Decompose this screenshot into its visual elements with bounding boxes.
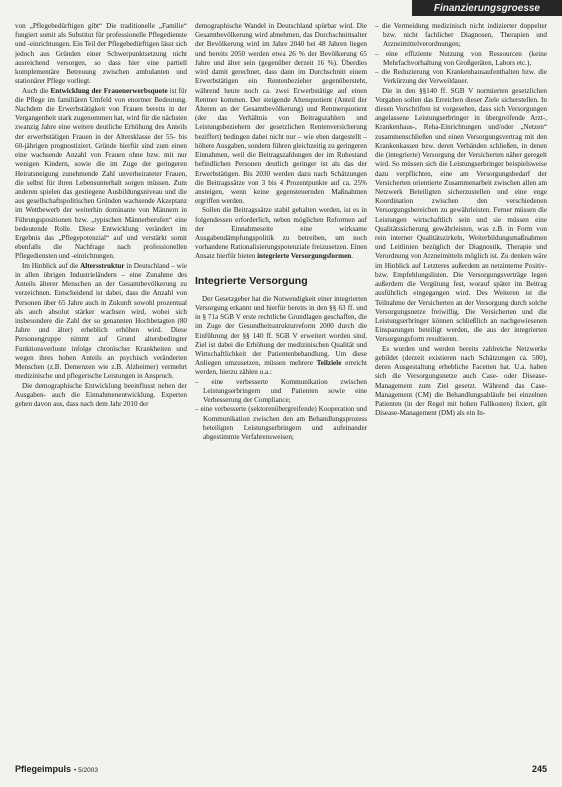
text-run: Der Gesetzgeber hat die Notwendigkeit einer integrierten Versorgung erkannt und hierfür bereits in den §§ 63 ff. und in § 71a SGB V erste rechtliche Grundlagen geschaffen, die im Zuge der Gesundheitsstrukturreform 2000 durch die Einführung der §§ 140 ff. SGB V erweitert worden sind. Ziel ist dabei die Erhöhung der medizinischen Qualität und Wirtschaftlichkeit der Patientenbehandlung. Um diese Anliegen umzusetzen, müssen mehrere: [195, 294, 367, 368]
list-item: – eine verbesserte (sektorenübergreifende) Kooperation und Kommunikation zwischen den am Behandlungsprozess beteiligten Leistungserbringern und aufeinander abgestimmte Verfahrensweisen;: [195, 405, 367, 442]
page-header: [0, 0, 562, 18]
footer-magazine: [15, 764, 98, 774]
list-item: – die Reduzierung von Krankenhausaufenthalten bzw. die Verkürzung der Verweildauer.: [375, 68, 547, 86]
bold-term: Altersstruktur: [80, 261, 125, 270]
bold-term: Entwicklung der Frauenerwerbsquote: [50, 86, 168, 95]
magazine-name: Pflegeimpuls: [15, 764, 72, 774]
section-title: Finanzierungsgroesse: [433, 2, 540, 14]
text-run: Auch die: [22, 86, 51, 95]
list-item: – eine effiziente Nutzung von Ressourcen (keine Mehrfachvorhaltung von Großgeräten, Labors etc.),: [375, 50, 547, 68]
page-number: 245: [531, 764, 547, 774]
text-run: in Deutschland – wie in allen übrigen Industrieländern – eine Zunahme des Anteils älterer Menschen an der Gesamtbevölkerung zu verzeichnen. Entscheidend ist dabei, dass die Anzahl von Personen über 65 Jahre auch in Zukunft sowohl prozentual als auch absolut stärker wachsen wird, wobei sich insbesondere die Zahl der so genannten Hochbetagten (80 Jahre und älter) erheblich erhöhen wird. Diese Personengruppe nimmt auf Grund altersbedingter Funktionsverluste infolge chronischer Krankheiten und wegen ihres hohen Anteils an psychisch veränderten Menschen (z.B. Demenzen wie z.B. Alzheimer) vermehrt medizinische und pflegerische Leistungen in Anspruch.: [15, 261, 187, 381]
paragraph: demographische Wandel in Deutschland spürbar wird. Die Gesamtbevölkerung wird abnehmen, das Durchschnittsalter der Bevölkerung wird im Jahre 2040 bei 48 Jahren liegen und bereits 2050 werden etwa 26 % der Bevölkerung 65 Jahre und älter sein (gegenüber derzeit 16 %). Überdies wird damit gerechnet, dass dann im Durchschnitt einem Erwerbstätigen ein Rentenbezieher gegenübersteht, während heute noch ca. zwei Erwerbstätige auf einen Rentner kommen. Der steigende Altenquotient (Anteil der Älteren an der Gesamtbevölkerung) und Rentnerquotient (der das Verhältnis von Beitragszahlern und Leistungsbeziehern der gesetzlichen Rentenversicherung beziffert) bedingen dabei nicht nur – wie eben dargestellt – höhere Ausgaben, sondern führen gleichzeitig zu geringeren Einnahmen, weil die Beitragszahlungen der im Ruhestand befindlichen Personen deutlich geringer ist als das der Erwerbstätigen. Bis 2030 werden dazu nach Schätzungen die Beitragssätze von 3 bis 4 Prozentpunkte auf ca. 25% ansteigen, wenn keine gegensteuernden Maßnahmen ergriffen werden.: [195, 22, 367, 206]
page-footer: [15, 764, 547, 778]
paragraph: [195, 206, 367, 261]
paragraph: Es wurden und werden bereits zahlreiche Netzwerke gebildet (derzeit existieren nach Schätzungen ca. 500), deren Ausgestaltung erhebliche Facetten hat. U.a. haben sich die Versorgungsnetze auch Case- oder Disease-Management zum Ziel gesetzt. Während das Case-Management (CM) die Behandlungsabläufe bei einzelnen Patienten (in der Regel mit hohen Fallkosten) fixiert, gilt Disease-Management (DM) als ein In-: [375, 344, 547, 418]
paragraph: [15, 87, 187, 262]
paragraph: [15, 262, 187, 382]
bold-term: integrierte Versorgungsformen: [257, 252, 352, 261]
text-run: erreicht werden, hierzu zählen u.a.:: [195, 359, 367, 377]
paragraph: Die demographische Entwicklung beeinflusst neben der Ausgaben- auch die Einnahmenentwicklung. Experten gehen davon aus, dass nach dem Jahr 2010 der: [15, 381, 187, 408]
column-3: [375, 22, 547, 762]
article-body: [15, 22, 547, 762]
paragraph: von „Pflegebedürftigen gibt“ Die traditionelle „Familie“ fungiert somit als Substitut für professionelle Pflegedienste und -einrichtungen. Ein Teil der Pflegebedürftigen lässt sich jedoch aus Gründen einer Schwerpunktsetzung nicht ausreichend versorgen, so dass hier eine partiell komplementäre Betreuung zwischen ambulanten und stationärer Pflege vorliegt.: [15, 22, 187, 86]
text-run: ist für die Pflege im familiären Umfeld von enormer Bedeutung. Nachdem die Erwerbstätigkeit von Frauen bereits in der Vergangenheit stark zugenommen hat, wird für die nächsten zwanzig Jahre eine weitere deutliche Erhöhung des Anteils der erwerbstätigen Frauen in der Altersklasse der 55- bis 60-jährigen prognostiziert. Gründe hierfür sind zum einen eine wachsende Anzahl von Frauen ohne bzw. mit nur wenigen Kindern, sowie die im Zuge der geringeren Heiratsneigung zunehmende Zahl unverheirateter Frauen, die selbst für ihren Lebensunterhalt sorgen müssen. Zum anderen spielen das gestiegene Ausbildungsniveau und die aus gesellschaftspolitischen Gründen wachsende Akzeptanz im Wettbewerb der weiterhin dominante von Männern in Führungspositionen bzw. „typischen Männerberufen“ eine bedeutende Rolle. Diese Entwicklung verändert im Ergebnis das „Pflegepotenzial“ auf und verstärkt somit ebenfalls die Nachfrage nach professionellen Pflegediensten und -einrichtungen.: [15, 86, 187, 261]
bold-term: Teilziele: [316, 359, 342, 368]
text-run: .: [351, 252, 354, 261]
paragraph: Die in den §§140 ff. SGB V normierten gesetzlichen Vorgaben sollen das Erreichen dieser Ziele sicherstellen. In diesen Vorschriften ist vorgesehen, dass sich Versorgungen angelassene Leistungserbringer in übergreifende Arzt-, Krankenhaus-, Reha-Einrichtungen und/oder „Netzen“ zusammenschließen und einen Versorgungsvertrag mit den Krankenkassen bzw. deren Verbänden schließen, in denen die (integrierte) Versorgung der Versicherten näher geregelt wird. So müssen sich die Leistungserbringer beispielsweise dazu verpflichten, eine am Versorgungsbedarf der Versicherten orientierte Zusammenarbeit zwischen allen am Netzwerk Beteiligten sicherzustellen und eine enge Koordination zwischen den verschiedenen Versorgungsbereichen zu gewährleisten. Ferner müssen die Leistungen wirtschaftlich sein und sie müssen eine Qualitätssicherung gewährleisten, was z.B. in Form von rein interner Qualitätszirkeln, Weiterbildungsmaßnahmen und Leitlinien bezüglich der Diagnostik, Therapie und Verordnung von Arzneimitteln möglich ist. Zu denken wäre im Hinblick auf Letzteres außerdem an netzinterne Positiv- bzw. Empfehlungslisten. Die Versorgungsverträge legen außerdem die Vergütung fest, worauf später im Beitrag ausführlich eingegangen wird. Des Weiteren ist die Teilnahme der Versicherten an der Versorgung durch solche Versorgungsnetze freiwillig. Die Versicherten und die Leistungserbringer können schließlich an nachgewiesenen Einsparungen beteiligt werden, die aus der integrierten Versorgungsform resultieren.: [375, 86, 547, 344]
list-item: – eine verbesserte Kommunikation zwischen Leistungserbringern und Patienten sowie eine Verbesserung der Compliance;: [195, 378, 367, 406]
section-heading: Integrierte Versorgung: [195, 274, 308, 287]
section-title-bar: [412, 0, 562, 16]
column-2: [195, 22, 367, 762]
bullet-list: [375, 22, 547, 87]
text-run: Im Hinblick auf die: [22, 261, 81, 270]
bullet-list: [195, 378, 367, 443]
column-1: [15, 22, 187, 762]
issue-number: • 5/2003: [74, 767, 98, 774]
text-run: Sollen die Beitragssätze stabil gehalten werden, ist es in folgendessen erforderlich, neben möglichen Reformen auf der Einnahmeseite eine wirksame Ausgabendämpfungspolitik zu betreiben, um noch vorhandene Rationalisierungspotenziale freizusetzen. Einen Ansatz hierfür bieten: [195, 206, 367, 261]
list-item: – die Vermeidung medizinisch nicht indizierter doppelter bzw. nicht fachlicher Diagnosen, Therapien und Arzneimittelverordnungen;: [375, 22, 547, 50]
paragraph: [195, 295, 367, 378]
